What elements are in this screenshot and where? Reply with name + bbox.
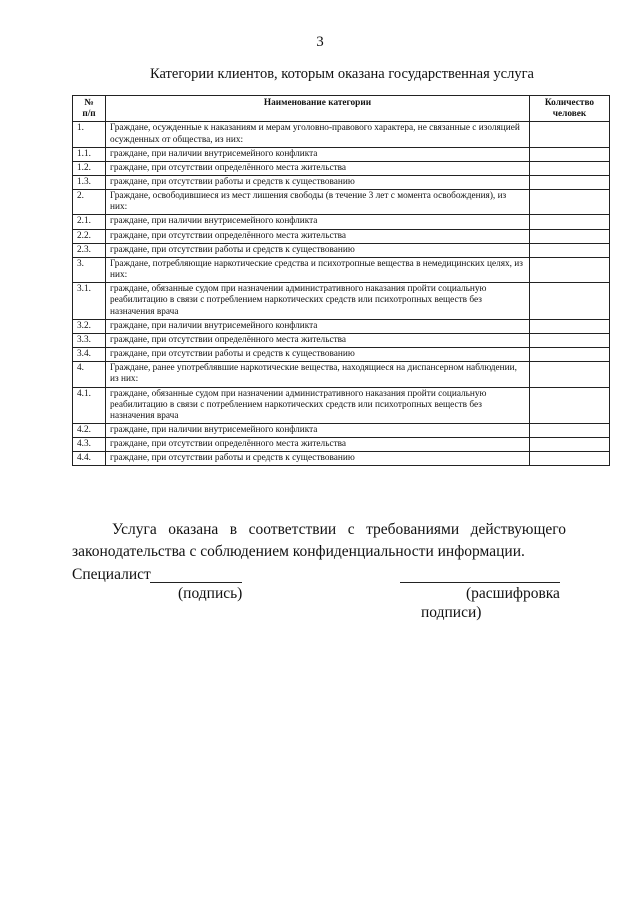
header-category-name: Наименование категории <box>106 96 530 122</box>
row-quantity-cell <box>530 362 610 387</box>
row-quantity-cell <box>530 147 610 161</box>
table-row <box>73 229 610 243</box>
table-row <box>73 257 610 282</box>
row-category-name: граждане, при отсутствии работы и средств к существованию <box>106 452 530 466</box>
row-category-name: граждане, при отсутствии определённого места жительства <box>106 438 530 452</box>
row-number: 2. <box>73 190 106 215</box>
row-quantity-cell <box>530 348 610 362</box>
row-category-name: граждане, при отсутствии определённого места жительства <box>106 333 530 347</box>
row-quantity-cell <box>530 423 610 437</box>
row-quantity-cell <box>530 452 610 466</box>
row-category-name: граждане, при отсутствии работы и средств к существованию <box>106 176 530 190</box>
row-category-name: граждане, обязанные судом при назначении административного наказания пройти социальную реабилитацию в связи с потреблением наркотических средств или психотропных веществ без назначения врача <box>106 283 530 319</box>
row-quantity-cell <box>530 215 610 229</box>
row-quantity-cell <box>530 387 610 423</box>
row-category-name: Граждане, освободившиеся из мест лишения свободы (в течение 3 лет с момента освобождения), из них: <box>106 190 530 215</box>
service-statement: Услуга оказана в соответствии с требованиями действующего законодательства с соблюдением конфиденциальности информации. <box>72 521 566 560</box>
table-row <box>73 333 610 347</box>
row-quantity-cell <box>530 161 610 175</box>
table-row <box>73 319 610 333</box>
signature-line <box>150 582 242 583</box>
row-category-name: граждане, при наличии внутрисемейного конфликта <box>106 319 530 333</box>
row-category-name: Граждане, ранее употреблявшие наркотические вещества, находящиеся на диспансерном наблюдении, из них: <box>106 362 530 387</box>
table-row <box>73 243 610 257</box>
row-number: 2.1. <box>73 215 106 229</box>
page-number: 3 <box>316 34 324 50</box>
row-category-name: граждане, при отсутствии работы и средств к существованию <box>106 348 530 362</box>
row-category-name: граждане, при отсутствии определённого места жительства <box>106 161 530 175</box>
row-quantity-cell <box>530 333 610 347</box>
table-row <box>73 215 610 229</box>
row-number: 1.1. <box>73 147 106 161</box>
row-number: 3.1. <box>73 283 106 319</box>
row-category-name: Граждане, осужденные к наказаниям и мерам уголовно-правового характера, не связанные с изоляцией осужденных от общества, из них: <box>106 122 530 147</box>
row-category-name: граждане, при отсутствии работы и средств к существованию <box>106 243 530 257</box>
row-number: 4.4. <box>73 452 106 466</box>
row-number: 4. <box>73 362 106 387</box>
table-row <box>73 452 610 466</box>
row-quantity-cell <box>530 190 610 215</box>
decryption-caption-line2: подписи) <box>421 604 482 621</box>
table-header-row <box>73 96 610 122</box>
row-number: 2.3. <box>73 243 106 257</box>
decryption-caption-line1: (расшифровка <box>466 585 560 602</box>
row-quantity-cell <box>530 283 610 319</box>
row-quantity-cell <box>530 176 610 190</box>
row-category-name: граждане, при наличии внутрисемейного конфликта <box>106 423 530 437</box>
row-number: 4.3. <box>73 438 106 452</box>
row-number: 3.2. <box>73 319 106 333</box>
table-row <box>73 161 610 175</box>
table-row <box>73 387 610 423</box>
row-number: 4.1. <box>73 387 106 423</box>
categories-table <box>72 95 610 466</box>
table-body <box>73 122 610 466</box>
row-category-name: граждане, обязанные судом при назначении административного наказания пройти социальную реабилитацию в связи с потреблением наркотических средств или психотропных веществ без назначения врача <box>106 387 530 423</box>
table-row <box>73 438 610 452</box>
row-number: 3.3. <box>73 333 106 347</box>
table-row <box>73 362 610 387</box>
row-number: 4.2. <box>73 423 106 437</box>
table-row <box>73 122 610 147</box>
row-quantity-cell <box>530 438 610 452</box>
table-row <box>73 348 610 362</box>
row-number: 1.3. <box>73 176 106 190</box>
row-category-name: граждане, при отсутствии определённого места жительства <box>106 229 530 243</box>
row-quantity-cell <box>530 229 610 243</box>
row-number: 3.4. <box>73 348 106 362</box>
document-title: Категории клиентов, которым оказана государственная услуга <box>150 66 534 82</box>
table-row <box>73 147 610 161</box>
table-row <box>73 423 610 437</box>
table-row <box>73 190 610 215</box>
row-category-name: граждане, при наличии внутрисемейного конфликта <box>106 147 530 161</box>
header-quantity: Количество человек <box>530 96 610 122</box>
row-number: 1. <box>73 122 106 147</box>
row-category-name: Граждане, потребляющие наркотические средства и психотропные вещества в немедицинских целях, из них: <box>106 257 530 282</box>
table-row <box>73 176 610 190</box>
row-quantity-cell <box>530 319 610 333</box>
signature-caption: (подпись) <box>178 585 243 602</box>
header-number: № п/п <box>73 96 106 122</box>
row-quantity-cell <box>530 243 610 257</box>
row-number: 1.2. <box>73 161 106 175</box>
row-number: 2.2. <box>73 229 106 243</box>
decryption-line <box>400 582 560 583</box>
specialist-label: Специалист <box>72 566 151 583</box>
row-category-name: граждане, при наличии внутрисемейного конфликта <box>106 215 530 229</box>
table-row <box>73 283 610 319</box>
row-number: 3. <box>73 257 106 282</box>
row-quantity-cell <box>530 122 610 147</box>
row-quantity-cell <box>530 257 610 282</box>
